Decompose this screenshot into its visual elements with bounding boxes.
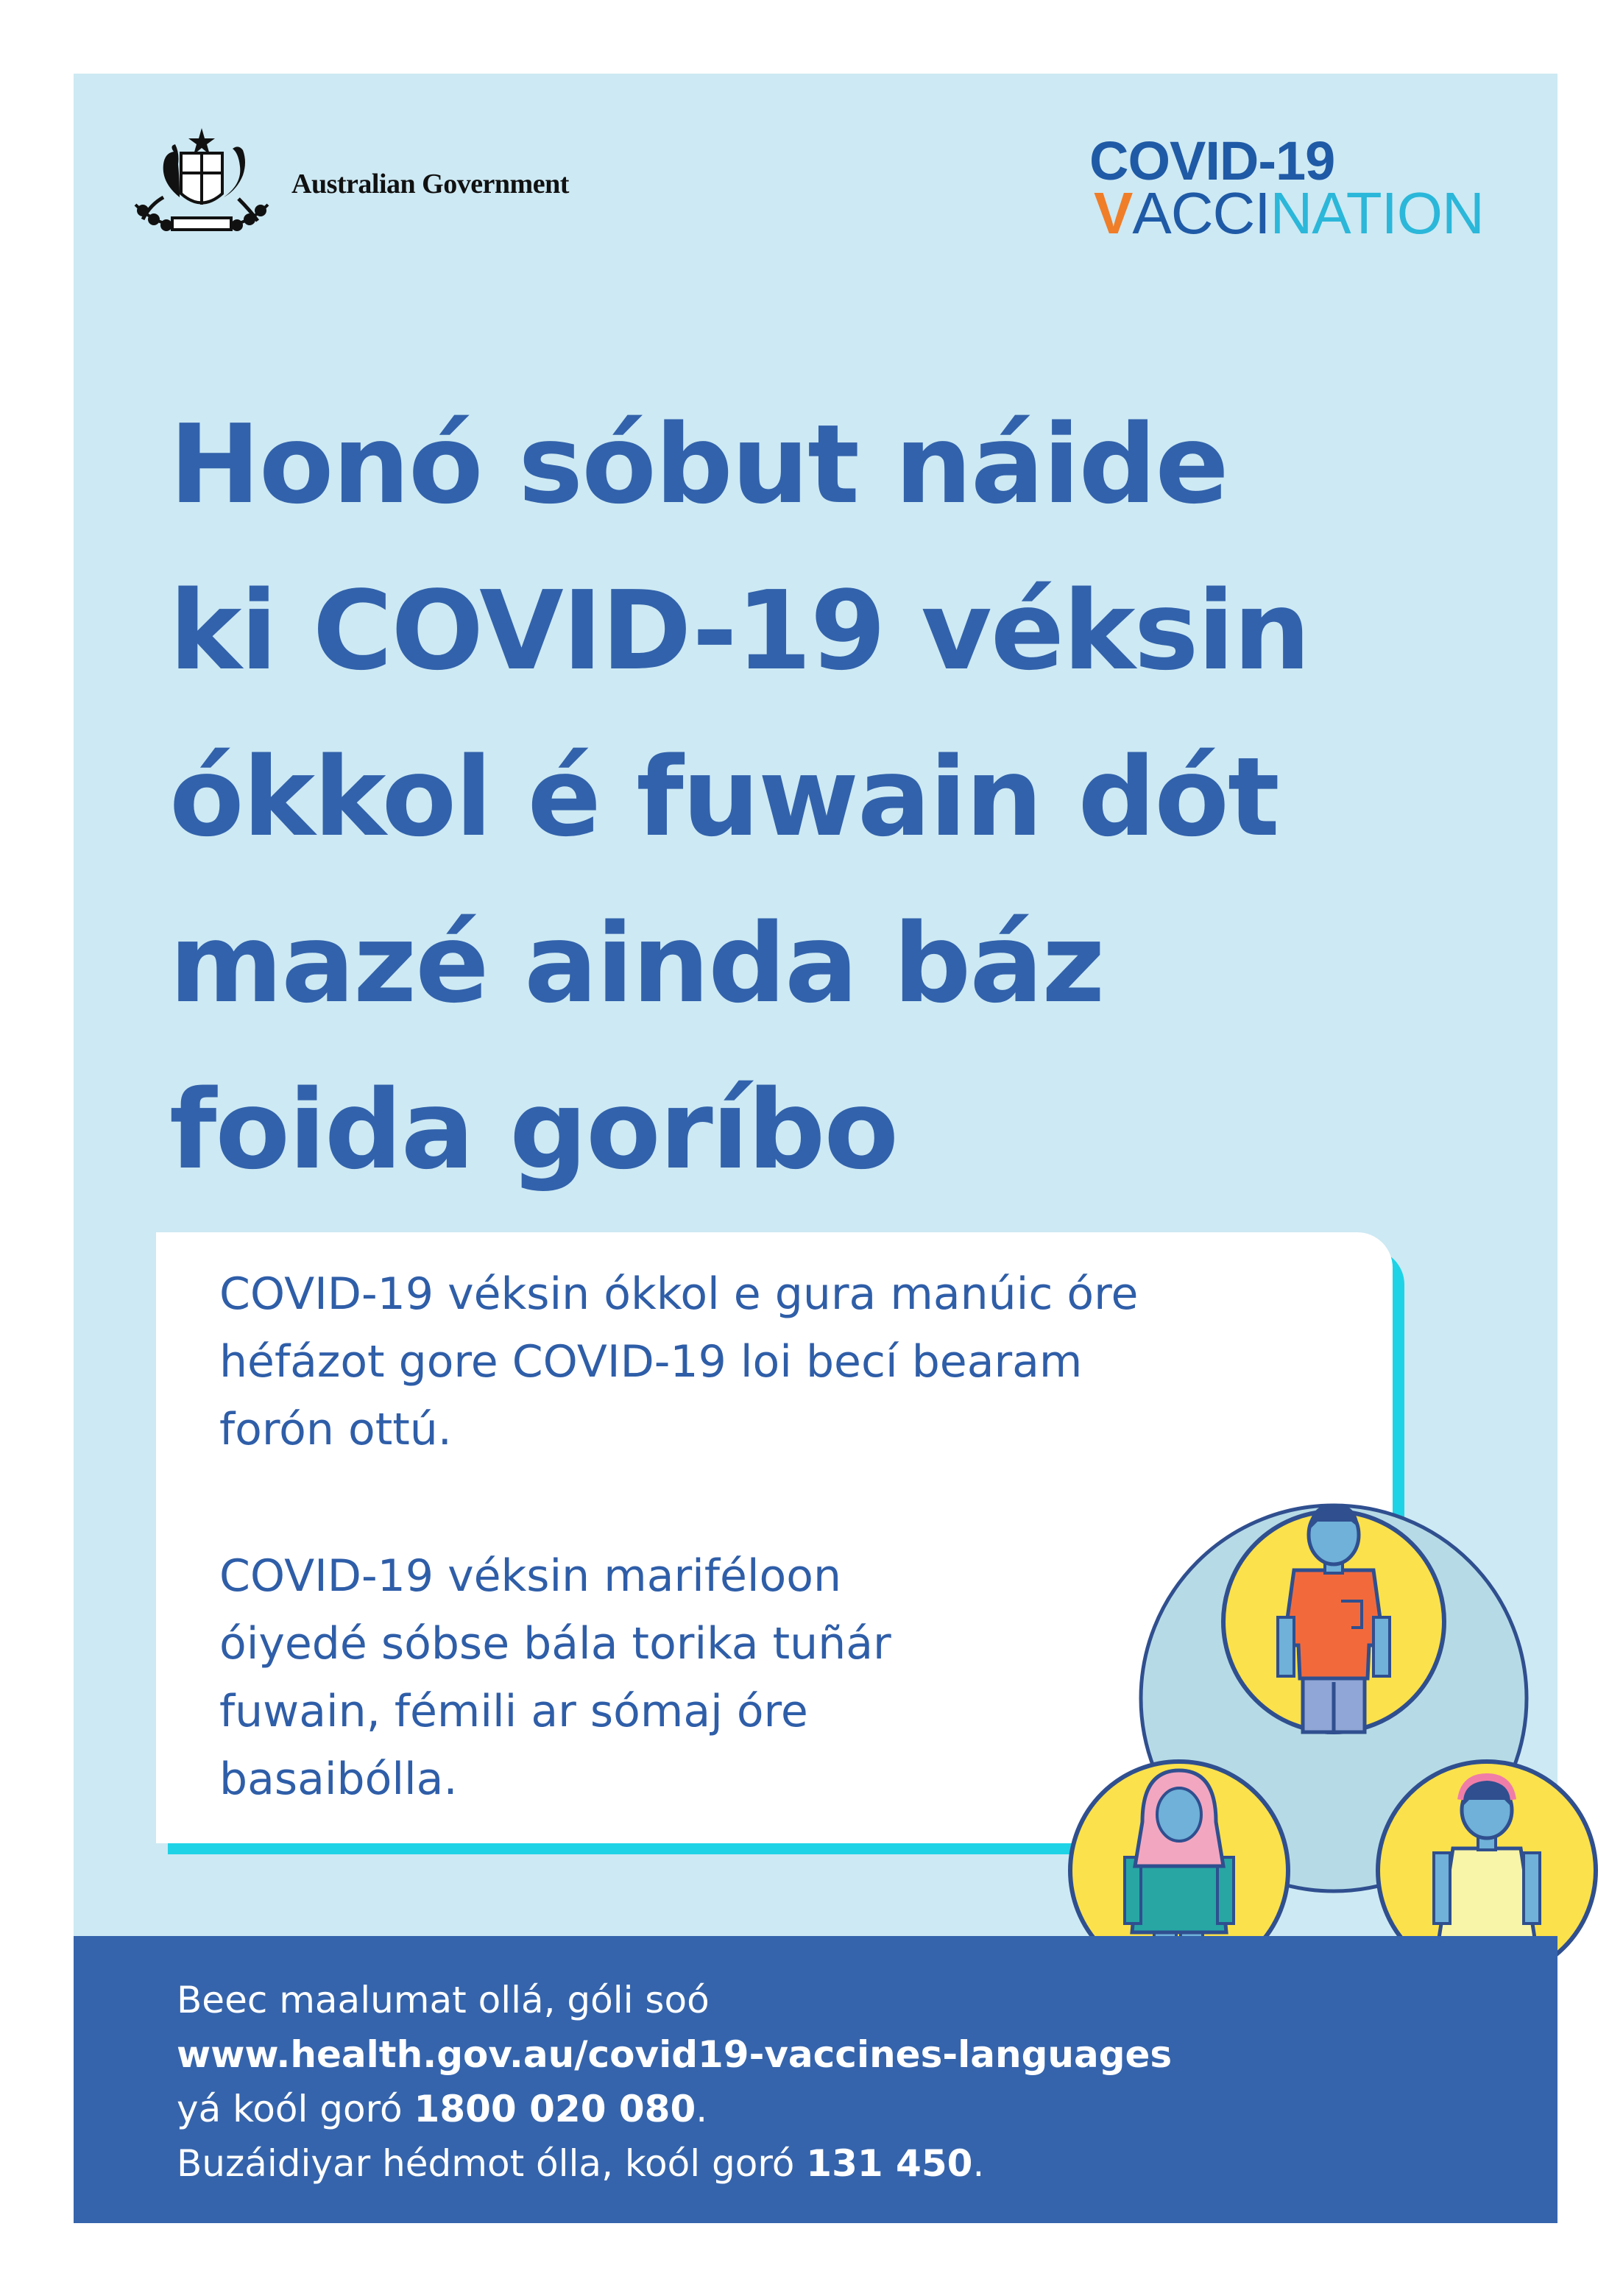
headline-line: Honó sóbut náide [169,401,1228,528]
info-line: basaibólla. [219,1753,458,1805]
vaccination-logo-acci: ACCI [1132,180,1270,246]
info-line: COVID-19 véksin ókkol e gura manúic óre [219,1268,1139,1320]
footer-interpreter-prefix: Buzáidiyar hédmot ólla, koól goró [177,2142,807,2185]
phone-number-main[interactable]: 1800 020 080 [414,2088,696,2130]
covid-vaccination-logo [1089,130,1516,262]
info-paragraph-2 [219,1542,955,1813]
footer-interpreter-line [177,2142,984,2185]
footer-url-link[interactable]: www.health.gov.au/covid19-vaccines-languages [177,2033,1173,2076]
vaccination-logo-line1: COVID-19 [1089,130,1335,191]
footer-interpreter-suffix: . [972,2142,985,2185]
footer-phone-suffix: . [696,2088,708,2130]
info-line: fuwain, fémili ar sómaj óre [219,1686,808,1737]
headline-line: foida goríbo [169,1067,898,1193]
footer-intro: Beec maalumat ollá, góli soó [177,1979,710,2021]
info-line: forón ottú. [219,1404,452,1455]
vaccination-logo-nation: NATION [1270,180,1484,246]
community-illustration [1060,1454,1605,1984]
government-name: Australian Government [291,169,569,199]
footer-contact-band [74,1936,1557,2223]
info-line: héfázot gore COVID-19 loi becí bearam [219,1336,1083,1388]
footer-phone-line [177,2088,707,2130]
headline-line: mazé ainda báz [169,900,1104,1027]
info-line: óiyedé sóbse bála torika tuñár [219,1618,891,1670]
footer-phone-prefix: yá koól goró [177,2088,414,2130]
info-paragraph-1 [219,1260,1250,1463]
poster [74,74,1557,2223]
info-line: COVID-19 véksin mariféloon [219,1550,841,1602]
headline [169,381,1524,1213]
australian-government-logo [121,124,621,241]
headline-line: ki COVID-19 véksin [169,568,1309,694]
headline-line: ókkol é fuwain dót [169,734,1279,861]
vaccination-logo-line2 [1094,180,1484,247]
commonwealth-coat-of-arms-icon [121,124,283,241]
phone-number-interpreter[interactable]: 131 450 [806,2142,973,2185]
check-v-letter: V [1094,180,1133,246]
